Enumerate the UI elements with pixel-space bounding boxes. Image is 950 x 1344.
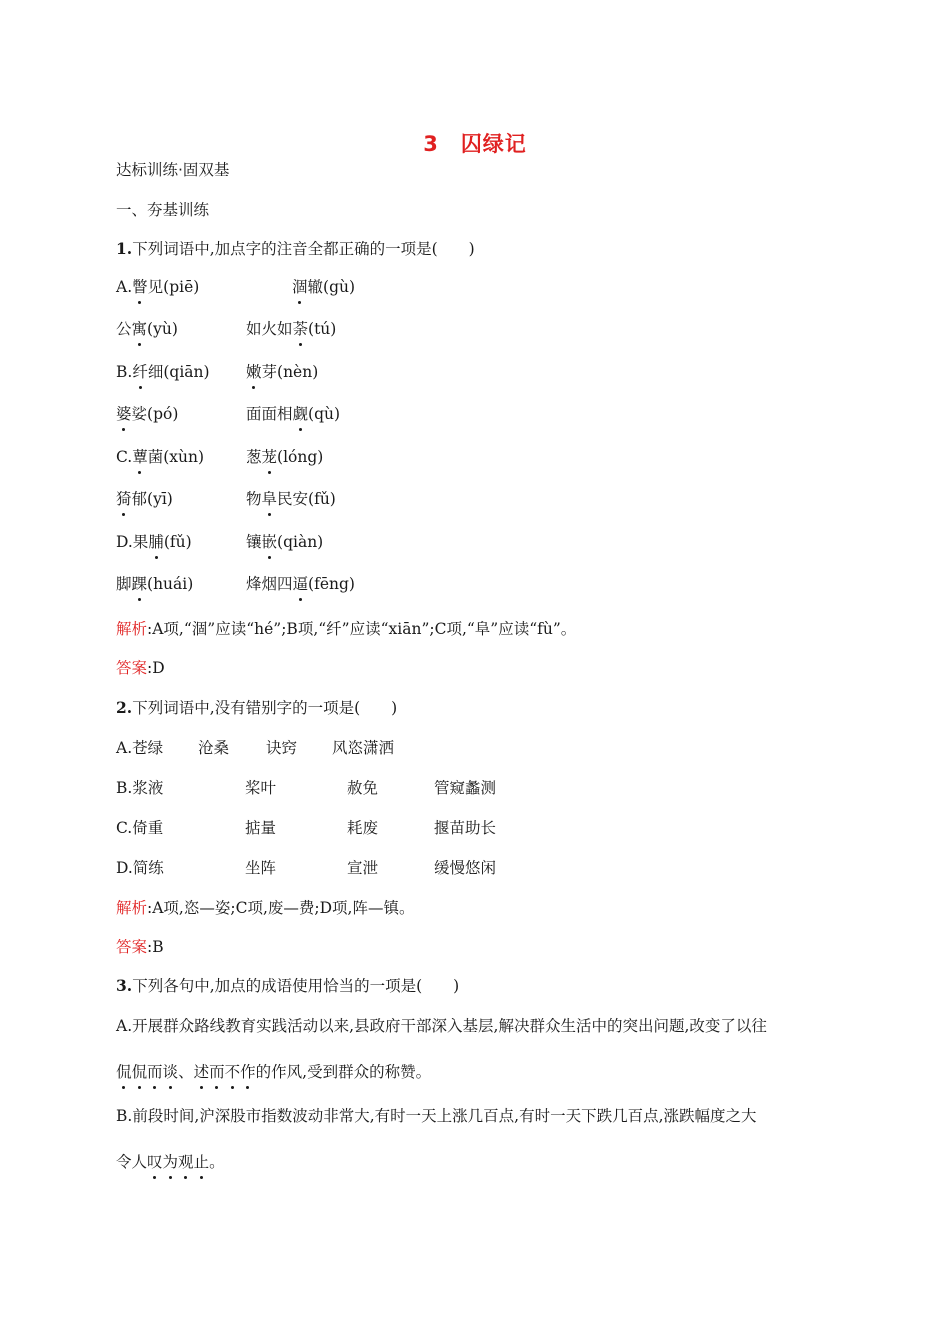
q1-c1: C.蕈菌(xùn) [116, 448, 205, 466]
q2-c-word1: C.倚重 [116, 819, 164, 837]
q2-b-word1: B.浆液 [116, 779, 164, 797]
page-title [0, 128, 950, 158]
q2-a-word4: 风恣潇洒 [332, 739, 395, 757]
section-header: 达标训练·固双基 [116, 161, 230, 179]
q1-d2: 镶嵌(qiàn) [246, 533, 324, 551]
q1-stem [116, 239, 475, 259]
q1-a2: 涸辙(gù) [292, 278, 356, 296]
q3-option-a-line2 [116, 1062, 431, 1082]
q1-b1: B.纤细(qiān) [116, 363, 210, 381]
q2-b-word4: 管窥蠡测 [434, 779, 497, 797]
title-text: 囚绿记 [460, 132, 527, 156]
q3-stem [116, 976, 459, 996]
q2-answer-label: 答案 [116, 938, 148, 956]
q1-d1: D.果脯(fǔ) [116, 533, 192, 551]
q2-c-word4: 揠苗助长 [434, 819, 497, 837]
q2-answer-text: :B [147, 938, 164, 956]
q3-b-pre: 令人 [116, 1153, 148, 1171]
q1-c4: 物阜民安(fǔ) [246, 490, 336, 508]
q1-a1: A.瞥见(piē) [116, 278, 200, 296]
q2-d-word4: 缓慢悠闲 [434, 859, 497, 877]
q2-stem [116, 698, 397, 718]
q2-b-word3: 赦免 [347, 779, 379, 797]
q2-analysis-label: 解析 [116, 899, 148, 917]
q3-option-a-line1: A.开展群众路线教育实践活动以来,县政府干部深入基层,解决群众生活中的突出问题,改变了以往 [116, 1017, 767, 1035]
q1-answer-label: 答案 [116, 659, 148, 677]
q3-option-b-line2 [116, 1152, 225, 1172]
q1-a3: 公寓(yù) [116, 320, 178, 338]
q2-d-word3: 宣泄 [347, 859, 379, 877]
q1-analysis-text: :A项,“涸”应读“hé”;B项,“纤”应读“xiān”;C项,“阜”应读“fù”。 [147, 620, 577, 638]
q3-b-idiom: 叹为观止 [147, 1153, 210, 1171]
q2-answer [116, 937, 164, 957]
q3-a-rest: 的作风,受到群众的称赞。 [255, 1063, 432, 1081]
q3-a-idioms: 侃侃而谈、述而不作 [116, 1063, 256, 1081]
q1-d4: 烽烟四逼(fēng) [246, 575, 355, 593]
q1-c2: 葱茏(lóng) [246, 448, 324, 466]
q2-number: 2. [116, 698, 133, 717]
q3-b-rest: 。 [209, 1153, 225, 1171]
q1-b2: 嫩芽(nèn) [246, 363, 319, 381]
q2-d-word2: 坐阵 [245, 859, 277, 877]
q1-stem-text: 下列词语中,加点字的注音全都正确的一项是( ) [132, 240, 475, 258]
q2-b-word2: 桨叶 [245, 779, 277, 797]
q2-d-word1: D.简练 [116, 859, 164, 877]
q2-a-word2: 沧桑 [198, 739, 230, 757]
q2-a-word1: A.苍绿 [116, 739, 164, 757]
q2-analysis [116, 898, 414, 918]
subsection-header: 一、夯基训练 [116, 201, 210, 219]
q1-number: 1. [116, 239, 133, 258]
q2-stem-text: 下列词语中,没有错别字的一项是( ) [132, 699, 398, 717]
q1-d3: 脚踝(huái) [116, 575, 194, 593]
title-number: 3 [423, 132, 439, 156]
q3-option-b-line1: B.前段时间,沪深股市指数波动非常大,有时一天上涨几百点,有时一天下跌几百点,涨跌幅度之大 [116, 1107, 757, 1125]
q3-stem-text: 下列各句中,加点的成语使用恰当的一项是( ) [132, 977, 460, 995]
q1-b3: 婆娑(pó) [116, 405, 179, 423]
q1-a4: 如火如荼(tú) [246, 320, 337, 338]
q3-number: 3. [116, 976, 133, 995]
q1-analysis [116, 619, 576, 639]
q1-answer-text: :D [147, 659, 165, 677]
q1-b4: 面面相觑(qù) [246, 405, 341, 423]
q2-c-word2: 掂量 [245, 819, 277, 837]
q1-analysis-label: 解析 [116, 620, 148, 638]
q2-c-word3: 耗废 [347, 819, 379, 837]
q2-analysis-text: :A项,恣—姿;C项,废—费;D项,阵—镇。 [147, 899, 415, 917]
q2-a-word3: 诀窍 [266, 739, 298, 757]
q1-answer [116, 658, 165, 678]
q1-c3: 猗郁(yī) [116, 490, 173, 508]
